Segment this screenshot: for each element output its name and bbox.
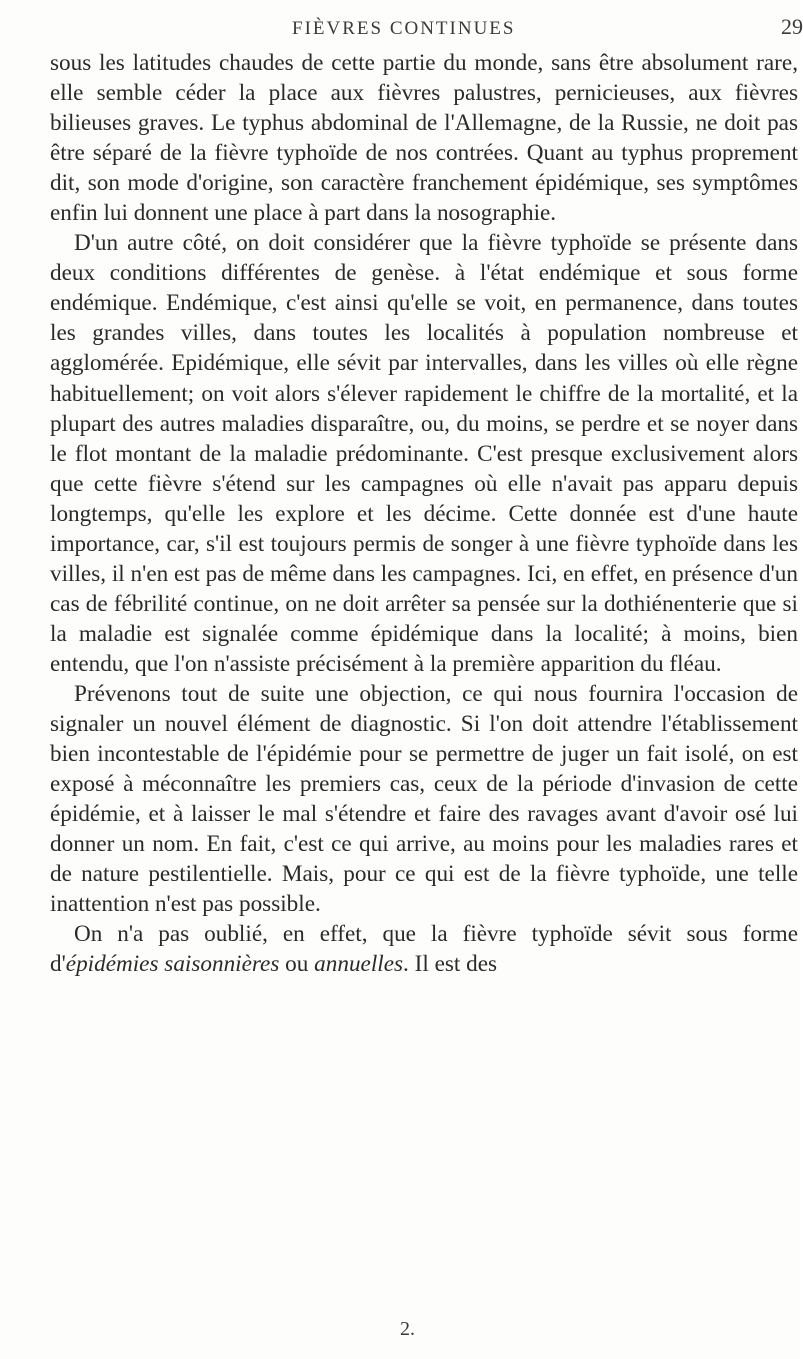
italic-term: épidémies saisonnières (65, 951, 280, 978)
signature-mark: 2. (400, 1318, 415, 1340)
paragraph (50, 919, 798, 979)
paragraph: D'un autre côté, on doit considérer que la fièvre typhoïde se présente dans deux conditions différentes de genèse. à l'état endémique et sous forme endémique. Endémique, c'est ainsi qu'elle se voit, en permanence, dans toutes les grandes villes, dans toutes les localités à population nombreuse et agglomérée. Epidémique, elle sévit par intervalles, dans les villes où elle règne habituellement; on voit alors s'élever rapidement le chiffre de la mortalité, et la plupart des autres maladies disparaître, ou, du moins, se perdre et se noyer dans le flot montant de la maladie prédominante. C'est presque exclusivement alors que cette fièvre s'étend sur les campagnes où elle n'avait pas apparu depuis longtemps, qu'elle les explore et les décime. Cette donnée est d'une haute importance, car, s'il est toujours permis de songer à une fièvre typhoïde dans les villes, il n'en est pas de même dans les campagnes. Ici, en effet, en présence d'un cas de fébrilité continue, on ne doit arrêter sa pensée sur la dothiénenterie que si la maladie est signalée comme épidémique dans la localité; à moins, bien entendu, que l'on n'assiste précisément à la première apparition du fléau. (50, 230, 798, 677)
paragraph-text: ou (279, 951, 315, 978)
page-number: 29 (781, 14, 803, 39)
paragraph: sous les latitudes chaudes de cette partie du monde, sans être absolument rare, elle semble céder la place aux fièvres palustres, pernicieuses, aux fièvres bilieuses graves. Le typhus abdominal de l'Allemagne, de la Russie, ne doit pas être séparé de la fièvre typhoïde de nos contrées. Quant au typhus proprement dit, son mode d'origine, son caractère franchement épidémique, ses symptômes enfin lui donnent une place à part dans la nosographie. (50, 50, 798, 227)
italic-term: annuelles (314, 951, 404, 978)
paragraph: Prévenons tout de suite une objection, ce qui nous fournira l'occasion de signaler un nouvel élément de diagnostic. Si l'on doit attendre l'établissement bien incontestable de l'épidémie pour se permettre de juger un fait isolé, on est exposé à méconnaître les premiers cas, ceux de la période d'invasion de cette épidémie, et à laisser le mal s'étendre et faire des ravages avant d'avoir osé lui donner un nom. En fait, c'est ce qui arrive, au moins pour les maladies rares et de nature pestilentielle. Mais, pour ce qui est de la fièvre typhoïde, une telle inattention n'est pas possible. (50, 680, 798, 918)
body-text (50, 48, 798, 979)
paragraph-text: On n'a pas oublié, en effet, que la fièvre typhoïde sévit sous forme d' (50, 921, 798, 978)
paragraph-text: . Il est des (403, 951, 498, 978)
running-title: FIÈVRES CONTINUES (292, 18, 516, 39)
